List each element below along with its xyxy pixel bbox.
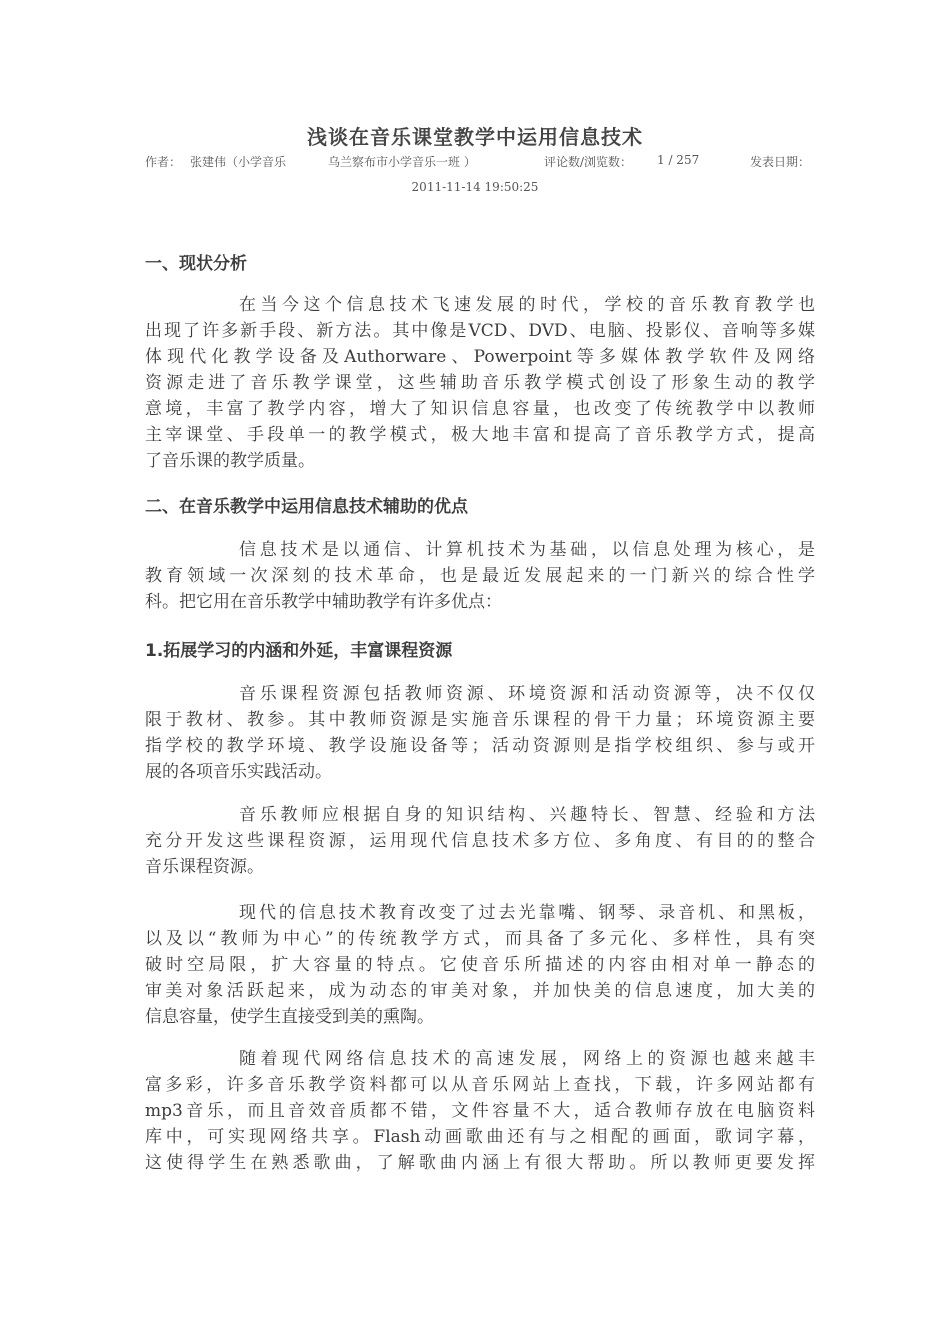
author-school: 乌兰察布市小学音乐一班 ） (328, 155, 476, 169)
text-line: 信息容量，使学生直接受到美的熏陶。 (145, 1007, 434, 1027)
paragraph (145, 900, 815, 1030)
article-title: 浅谈在音乐课堂教学中运用信息技术 (307, 125, 643, 149)
paragraph (145, 292, 815, 474)
text-line: 限于教材、教参。其中教师资源是实施音乐课程的骨干力量；环境资源主要 (145, 710, 815, 730)
stats-label: 评论数/浏览数： (544, 155, 633, 169)
author-name: 张建伟（小学音乐 (190, 155, 287, 169)
paragraph (145, 681, 815, 785)
text-line: 随着现代网络信息技术的高速发展，网络上的资源也越来越丰 (239, 1049, 815, 1069)
text-line: 指学校的教学环境、教学设施设备等；活动资源则是指学校组织、参与或开 (145, 736, 815, 756)
author-label: 作者： (145, 155, 182, 169)
date-label: 发表日期： (750, 155, 811, 169)
text-line: 充分开发这些课程资源，运用现代信息技术多方位、多角度、有目的的整合 (145, 831, 815, 851)
text-line: 审美对象活跃起来，成为动态的审美对象，并加快美的信息速度，加大美的 (145, 981, 815, 1001)
text-line: 音乐教师应根据自身的知识结构、兴趣特长、智慧、经验和方法 (239, 805, 815, 825)
text-line: 破时空局限，扩大容量的特点。它使音乐所描述的内容由相对单一静态的 (145, 955, 815, 975)
text-line: 信息技术是以通信、计算机技术为基础，以信息处理为核心，是 (239, 540, 815, 560)
publish-date: 2011-11-14 19:50:25 (411, 180, 539, 194)
text-line: 在当今这个信息技术飞速发展的时代，学校的音乐教育教学也 (239, 295, 815, 315)
text-line: 库中，可实现网络共享。Flash动画歌曲还有与之相配的画面，歌词字幕， (145, 1127, 815, 1147)
text-line: 出现了许多新手段、新方法。其中像是VCD、DVD、电脑、投影仪、音响等多媒 (145, 321, 815, 341)
subsection-heading: 1.拓展学习的内涵和外延，丰富课程资源 (145, 641, 453, 661)
text-line: 资源走进了音乐教学课堂，这些辅助音乐教学模式创设了形象生动的教学 (145, 373, 815, 393)
stats-value: 1 / 257 (657, 153, 700, 167)
text-line: 教育领域一次深刻的技术革命，也是最近发展起来的一门新兴的综合性学 (145, 566, 815, 586)
text-line: 富多彩，许多音乐教学资料都可以从音乐网站上查找，下载，许多网站都有 (145, 1075, 815, 1095)
text-line: 意境，丰富了教学内容，增大了知识信息容量，也改变了传统教学中以教师 (145, 399, 815, 419)
text-line: mp3音乐，而且音效音质都不错，文件容量不大，适合教师存放在电脑资料 (145, 1101, 815, 1121)
section-heading: 二、在音乐教学中运用信息技术辅助的优点 (145, 497, 468, 517)
text-line: 科。把它用在音乐教学中辅助教学有许多优点： (145, 592, 502, 612)
text-line: 主宰课堂、手段单一的教学模式，极大地丰富和提高了音乐教学方式，提高 (145, 425, 815, 445)
text-line: 展的各项音乐实践活动。 (145, 762, 332, 782)
text-line: 了音乐课的教学质量。 (145, 451, 315, 471)
text-line: 音乐课程资源包括教师资源、环境资源和活动资源等，决不仅仅 (239, 684, 815, 704)
paragraph (145, 1046, 815, 1176)
text-line: 这使得学生在熟悉歌曲，了解歌曲内涵上有很大帮助。所以教师更要发挥 (145, 1153, 815, 1173)
paragraph (145, 537, 815, 615)
text-line: 体现代化教学设备及Authorware、Powerpoint等多媒体教学软件及网络 (145, 347, 815, 367)
text-line: 音乐课程资源。 (145, 857, 264, 877)
text-line: 现代的信息技术教育改变了过去光靠嘴、钢琴、录音机、和黑板， (239, 903, 815, 923)
text-line: 以及以“教师为中心”的传统教学方式，而具备了多元化、多样性，具有突 (145, 929, 815, 949)
paragraph (145, 802, 815, 880)
section-heading: 一、现状分析 (145, 254, 247, 274)
